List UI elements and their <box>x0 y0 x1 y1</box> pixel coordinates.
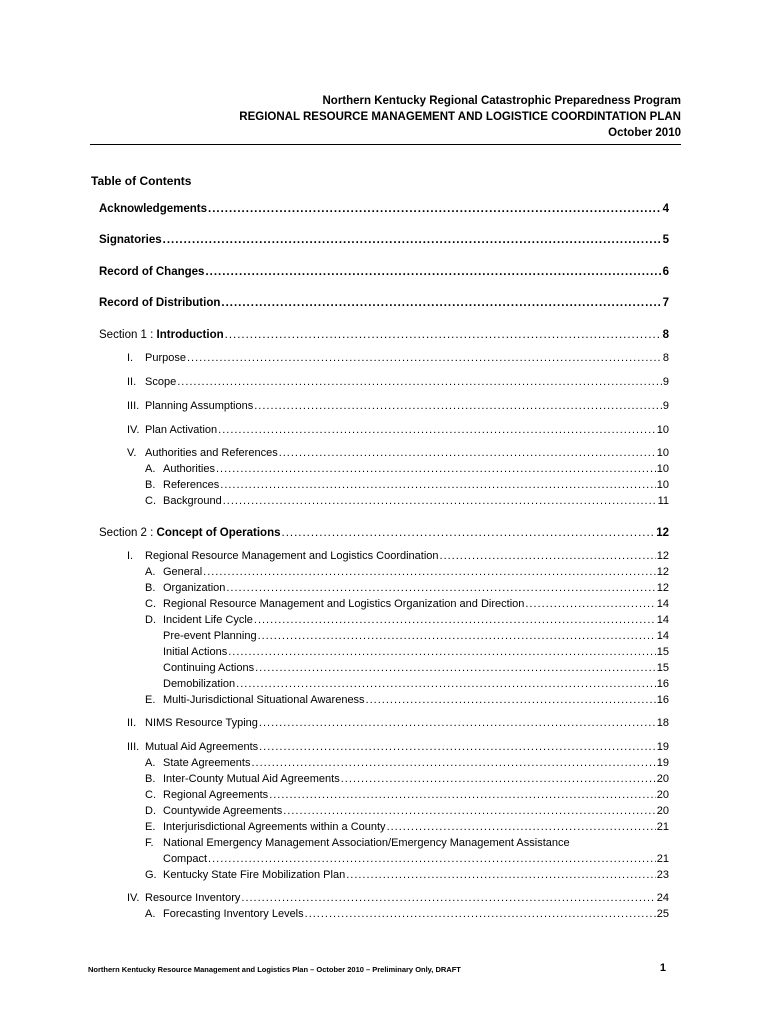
toc-entry[interactable] <box>163 628 669 644</box>
toc-leader-dots <box>241 890 655 906</box>
toc-page-number: 20 <box>656 805 669 817</box>
toc-entry[interactable] <box>127 715 669 731</box>
toc-leader-dots <box>187 350 662 366</box>
toc-entry[interactable] <box>145 692 669 708</box>
toc-entry[interactable] <box>145 596 669 612</box>
toc-page-number: 14 <box>656 630 669 642</box>
toc-leader-dots <box>269 787 656 803</box>
toc-entry-label <box>99 201 207 217</box>
toc-entry-title: Regional Resource Management and Logistics Coordination <box>145 550 439 562</box>
toc-entry-title: Signatories <box>99 234 162 246</box>
toc-entry[interactable] <box>145 771 669 787</box>
toc-entry-title: Inter-County Mutual Aid Agreements <box>163 773 340 785</box>
toc-entry-label <box>145 564 202 580</box>
toc-entry-number: I. <box>127 550 134 562</box>
toc-entry-title: Organization <box>163 582 226 594</box>
toc-page-number: 10 <box>656 424 669 436</box>
toc-entry-number: C. <box>145 495 156 507</box>
toc-entry-title: Countywide Agreements <box>163 805 283 817</box>
toc-page-number: 20 <box>656 789 669 801</box>
toc-page-number: 23 <box>656 869 669 881</box>
toc-heading: Table of Contents <box>91 174 192 188</box>
toc-entry[interactable] <box>145 867 669 883</box>
toc-entry-label <box>145 596 524 612</box>
toc-entry-title: Plan Activation <box>145 424 218 436</box>
toc-entry[interactable] <box>145 612 669 628</box>
toc-section-prefix: Section 1 : <box>99 329 157 341</box>
toc-entry-number: A. <box>145 908 156 920</box>
toc-entry-title: Incident Life Cycle <box>163 614 253 626</box>
toc-entry[interactable] <box>163 851 669 867</box>
toc-entry-title: Authorities <box>163 463 215 475</box>
toc-entry-title: Continuing Actions <box>163 662 255 674</box>
toc-entry-label <box>145 819 386 835</box>
toc-entry-label <box>163 676 235 692</box>
toc-leader-dots <box>525 596 655 612</box>
toc-entry-label <box>127 890 240 906</box>
toc-entry-title: References <box>163 479 220 491</box>
toc-leader-dots <box>208 851 656 867</box>
toc-entry[interactable] <box>127 422 669 438</box>
toc-entry[interactable] <box>145 564 669 580</box>
toc-page-number: 12 <box>656 566 669 578</box>
toc-entry-number: A. <box>145 566 156 578</box>
toc-entry[interactable] <box>127 890 669 906</box>
toc-entry-number: A. <box>145 463 156 475</box>
toc-page-number: 5 <box>662 234 669 246</box>
toc-entry-number: II. <box>127 717 137 729</box>
toc-entry[interactable] <box>99 232 669 248</box>
toc-entry[interactable] <box>99 264 669 280</box>
toc-entry-label <box>127 739 258 755</box>
toc-leader-dots <box>366 692 656 708</box>
toc-page-number: 20 <box>656 773 669 785</box>
toc-leader-dots <box>259 739 656 755</box>
toc-entry-title: Initial Actions <box>163 646 228 658</box>
toc-entry-title: Resource Inventory <box>145 892 241 904</box>
toc-leader-dots <box>216 461 656 477</box>
toc-entry-label <box>163 628 257 644</box>
toc-leader-dots <box>440 548 656 564</box>
toc-leader-dots <box>218 422 656 438</box>
toc-page-number: 14 <box>656 614 669 626</box>
toc-entry-label <box>127 374 176 390</box>
toc-entry[interactable] <box>127 398 669 414</box>
toc-page-number: 16 <box>656 694 669 706</box>
toc-section-prefix: Section 2 : <box>99 527 157 539</box>
toc-entry-title: Record of Changes <box>99 266 205 278</box>
toc-entry[interactable] <box>163 644 669 660</box>
toc-entry[interactable] <box>145 477 669 493</box>
toc-leader-dots <box>259 715 656 731</box>
toc-leader-dots <box>387 819 656 835</box>
toc-entry-number: E. <box>145 694 156 706</box>
toc-entry-label <box>145 692 365 708</box>
toc-entry-label <box>99 327 224 343</box>
toc-leader-dots <box>251 755 655 771</box>
toc-page-number: 21 <box>656 853 669 865</box>
toc-page-number: 4 <box>662 203 669 215</box>
toc-entry[interactable] <box>127 374 669 390</box>
toc-entry[interactable] <box>99 201 669 217</box>
header-plan-title: REGIONAL RESOURCE MANAGEMENT AND LOGISTICE COORDINTATION PLAN <box>239 111 681 123</box>
toc-entry[interactable] <box>99 295 669 311</box>
toc-leader-dots <box>305 906 656 922</box>
toc-entry[interactable] <box>145 755 669 771</box>
toc-entry-label <box>127 422 217 438</box>
toc-entry-title: Regional Resource Management and Logistics Organization and Direction <box>163 598 525 610</box>
toc-entry-label <box>99 525 281 541</box>
toc-entry[interactable] <box>127 350 669 366</box>
toc-page-number: 10 <box>656 447 669 459</box>
toc-leader-dots <box>226 580 655 596</box>
toc-entry-title: National Emergency Management Association/Emergency Management Assistance <box>163 837 570 849</box>
toc-leader-dots <box>221 295 661 311</box>
toc-entry-title: Pre-event Planning <box>163 630 257 642</box>
toc-leader-dots <box>282 525 656 541</box>
header-date: October 2010 <box>608 127 681 139</box>
toc-entry-number: II. <box>127 376 137 388</box>
toc-entry-number: V. <box>127 447 137 459</box>
toc-leader-dots <box>203 564 656 580</box>
toc-entry-number: E. <box>145 821 156 833</box>
toc-entry[interactable] <box>145 835 669 851</box>
toc-leader-dots <box>341 771 656 787</box>
toc-leader-dots <box>279 445 656 461</box>
toc-page-number: 12 <box>656 527 669 539</box>
toc-entry-title: Record of Distribution <box>99 297 221 309</box>
toc-entry-title: Acknowledgements <box>99 203 207 215</box>
toc-entry-number: B. <box>145 582 156 594</box>
toc-leader-dots <box>254 612 656 628</box>
toc-page-number: 16 <box>656 678 669 690</box>
toc-entry-label <box>145 755 250 771</box>
toc-entry-label <box>145 867 345 883</box>
toc-leader-dots <box>208 201 662 217</box>
toc-leader-dots <box>346 867 656 883</box>
toc-page-number: 10 <box>656 479 669 491</box>
toc-leader-dots <box>225 327 662 343</box>
toc-entry[interactable] <box>127 548 669 564</box>
toc-entry-number: B. <box>145 479 156 491</box>
toc-entry-label <box>127 548 439 564</box>
toc-entry-label <box>127 715 258 731</box>
toc-entry[interactable] <box>145 906 669 922</box>
toc-entry[interactable] <box>145 461 669 477</box>
toc-entry-label <box>145 803 282 819</box>
toc-page-number: 25 <box>656 908 669 920</box>
toc-page-number: 12 <box>656 582 669 594</box>
footer-text: Northern Kentucky Resource Management and Logistics Plan – October 2010 – Preliminary Only, DRAFT <box>88 965 461 974</box>
toc-entry-number: F. <box>145 837 154 849</box>
toc-entry-label <box>145 906 304 922</box>
toc-entry[interactable] <box>145 787 669 803</box>
toc-page-number: 24 <box>656 892 669 904</box>
toc-entry-label <box>145 835 570 851</box>
toc-page-number: 12 <box>656 550 669 562</box>
toc-entry-title: General <box>163 566 203 578</box>
toc-leader-dots <box>254 398 662 414</box>
toc-entry-number: IV. <box>127 424 140 436</box>
toc-entry-title: Purpose <box>145 352 186 364</box>
toc-entry-label <box>145 493 222 509</box>
toc-entry-title: Planning Assumptions <box>145 400 254 412</box>
header-program-title: Northern Kentucky Regional Catastrophic Preparedness Program <box>322 95 681 107</box>
toc-page-number: 8 <box>662 329 669 341</box>
toc-entry-title: Demobilization <box>163 678 236 690</box>
toc-entry-title: Regional Agreements <box>163 789 269 801</box>
toc-section-title: Introduction <box>156 329 224 341</box>
toc-entry[interactable] <box>163 660 669 676</box>
toc-entry-title: NIMS Resource Typing <box>145 717 258 729</box>
toc-page-number: 7 <box>662 297 669 309</box>
toc-page-number: 6 <box>662 266 669 278</box>
toc-entry-label <box>127 398 253 414</box>
toc-entry-number: I. <box>127 352 134 364</box>
toc-entry-title: Forecasting Inventory Levels <box>163 908 304 920</box>
footer-page-number: 1 <box>659 962 666 974</box>
toc-entry[interactable] <box>127 739 669 755</box>
toc-entry-title: Kentucky State Fire Mobilization Plan <box>163 869 346 881</box>
toc-entry-number: G. <box>145 869 157 881</box>
toc-page-number: 14 <box>656 598 669 610</box>
toc-entry-label <box>145 580 225 596</box>
toc-page-number: 21 <box>656 821 669 833</box>
toc-leader-dots <box>255 660 656 676</box>
toc-page-number: 9 <box>662 400 669 412</box>
toc-entry-number: B. <box>145 773 156 785</box>
toc-leader-dots <box>220 477 655 493</box>
toc-entry-number: D. <box>145 805 156 817</box>
toc-leader-dots <box>236 676 656 692</box>
toc-leader-dots <box>258 628 656 644</box>
toc-entry[interactable] <box>127 445 669 461</box>
toc-entry-title: Background <box>163 495 222 507</box>
toc-entry-title: Interjurisdictional Agreements within a County <box>163 821 386 833</box>
toc-page-number: 11 <box>657 495 669 507</box>
toc-entry-title: Scope <box>145 376 177 388</box>
toc-page-number: 10 <box>656 463 669 475</box>
toc-entry-title: Authorities and References <box>145 447 278 459</box>
toc-entry[interactable] <box>145 493 669 509</box>
toc-entry-label <box>145 787 268 803</box>
toc-entry-label <box>145 477 219 493</box>
toc-leader-dots <box>205 264 661 280</box>
toc-entry-number: C. <box>145 789 156 801</box>
toc-leader-dots <box>177 374 662 390</box>
toc-entry[interactable] <box>99 525 669 541</box>
toc-entry-title: Multi-Jurisdictional Situational Awareness <box>163 694 365 706</box>
toc-entry-label <box>99 295 220 311</box>
toc-entry-title: Compact <box>163 853 208 865</box>
toc-entry-title: State Agreements <box>163 757 251 769</box>
toc-entry-number: D. <box>145 614 156 626</box>
toc-entry-number: III. <box>127 741 140 753</box>
toc-page-number: 8 <box>662 352 669 364</box>
toc-entry-label <box>145 771 340 787</box>
toc-entry[interactable] <box>145 803 669 819</box>
toc-entry[interactable] <box>145 580 669 596</box>
toc-page-number: 15 <box>656 662 669 674</box>
toc-leader-dots <box>163 232 662 248</box>
toc-entry-label <box>99 264 204 280</box>
toc-entry-label <box>145 461 215 477</box>
toc-entry-number: III. <box>127 400 140 412</box>
toc-entry-label <box>163 660 254 676</box>
toc-entry[interactable] <box>99 327 669 343</box>
toc-entry[interactable] <box>145 819 669 835</box>
toc-entry-number: IV. <box>127 892 140 904</box>
toc-entry[interactable] <box>163 676 669 692</box>
toc-leader-dots <box>283 803 656 819</box>
toc-entry-label <box>127 350 186 366</box>
toc-entry-label <box>99 232 162 248</box>
toc-entry-title: Mutual Aid Agreements <box>145 741 259 753</box>
toc-entry-number: C. <box>145 598 156 610</box>
toc-page-number: 19 <box>656 741 669 753</box>
toc-entry-label <box>163 851 207 867</box>
toc-entry-label <box>127 445 278 461</box>
toc-leader-dots <box>223 493 657 509</box>
toc-page-number: 19 <box>656 757 669 769</box>
toc-entry-number: A. <box>145 757 156 769</box>
toc-section-title: Concept of Operations <box>156 527 281 539</box>
toc-page-number: 15 <box>656 646 669 658</box>
toc-leader-dots <box>228 644 656 660</box>
toc-entry-label <box>163 644 227 660</box>
toc-entry-label <box>145 612 253 628</box>
toc-page-number: 9 <box>662 376 669 388</box>
toc-page-number: 18 <box>656 717 669 729</box>
